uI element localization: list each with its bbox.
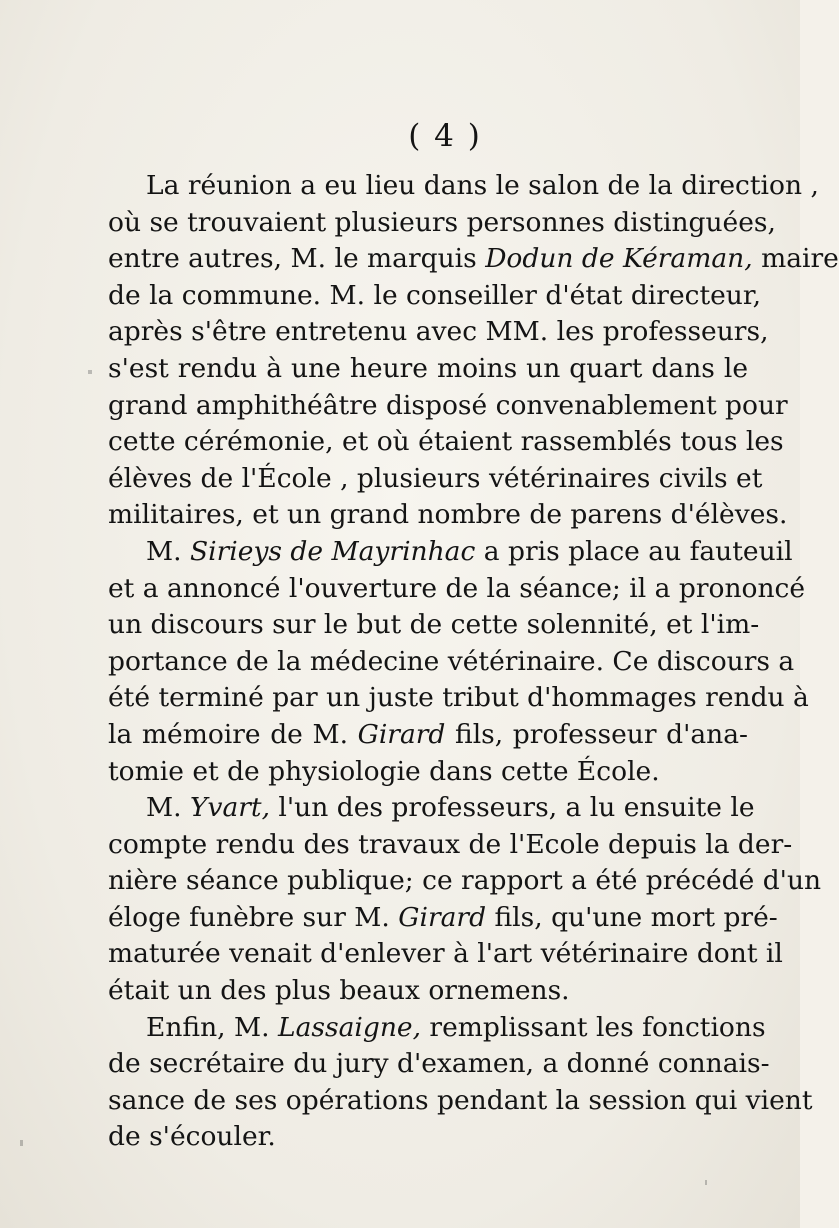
text-line: M. Sirieys de Mayrinhac a pris place au fauteuil xyxy=(146,535,793,567)
paper-speck xyxy=(88,370,92,374)
italic-name: Lassaigne, xyxy=(277,1011,421,1043)
paper-speck xyxy=(705,1180,707,1185)
text-line: était un des plus beaux ornemens. xyxy=(108,975,570,1007)
text-line: cette cérémonie, et où étaient rassemblés tous les xyxy=(108,426,784,458)
text-line: élèves de l'École , plusieurs vétérinaires civils et xyxy=(108,462,763,494)
italic-name: Sirieys de Mayrinhac xyxy=(189,535,476,567)
text-line: un discours sur le but de cette solennité, et l'im- xyxy=(108,609,760,641)
text-line: portance de la médecine vétérinaire. Ce discours a xyxy=(108,645,795,677)
text-line: où se trouvaient plusieurs personnes distinguées, xyxy=(108,206,776,238)
text-line: s'est rendu à une heure moins un quart dans le xyxy=(108,352,748,384)
text-line: Enfin, M. Lassaigne, remplissant les fonctions xyxy=(146,1011,766,1043)
text-line: nière séance publique; ce rapport a été précédé d'un xyxy=(108,865,822,897)
text-line: la mémoire de M. Girard fils, professeur d'ana- xyxy=(108,718,748,750)
text-line: de secrétaire du jury d'examen, a donné connais- xyxy=(108,1048,770,1080)
italic-name: Girard xyxy=(357,718,446,750)
italic-name: Yvart, xyxy=(189,792,270,824)
italic-name: Girard xyxy=(398,901,487,933)
paper-speck xyxy=(20,1140,23,1146)
italic-name: Dodun de Kéraman, xyxy=(485,243,753,275)
text-line: après s'être entretenu avec MM. les professeurs, xyxy=(108,316,769,348)
paragraph xyxy=(108,168,839,534)
text-line: La réunion a eu lieu dans le salon de la direction , xyxy=(146,170,819,201)
text-line: grand amphithéâtre disposé convenablement pour xyxy=(108,389,788,421)
text-line: militaires, et un grand nombre de parens d'élèves. xyxy=(108,499,788,531)
text-line: éloge funèbre sur M. Girard fils, qu'une mort pré- xyxy=(108,901,778,933)
text-line: tomie et de physiologie dans cette École. xyxy=(108,755,660,787)
paragraph xyxy=(108,1010,813,1156)
text-line: de la commune. M. le conseiller d'état directeur, xyxy=(108,279,762,311)
paragraph xyxy=(108,790,822,1010)
text-line: maturée venait d'enlever à l'art vétérinaire dont il xyxy=(108,938,783,970)
text-line: M. Yvart, l'un des professeurs, a lu ensuite le xyxy=(146,792,755,824)
text-line: été terminé par un juste tribut d'hommages rendu à xyxy=(108,682,809,714)
text-line: et a annoncé l'ouverture de la séance; il a prononcé xyxy=(108,572,806,604)
text-line: sance de ses opérations pendant la session qui vient xyxy=(108,1084,813,1116)
text-line: de s'écouler. xyxy=(108,1121,276,1153)
text-line: compte rendu des travaux de l'Ecole depuis la der- xyxy=(108,828,793,860)
body-text xyxy=(108,168,839,1156)
text-line: entre autres, M. le marquis Dodun de Kéraman, maire xyxy=(108,243,839,275)
page-number: ( 4 ) xyxy=(408,118,482,154)
paragraph xyxy=(108,534,809,790)
